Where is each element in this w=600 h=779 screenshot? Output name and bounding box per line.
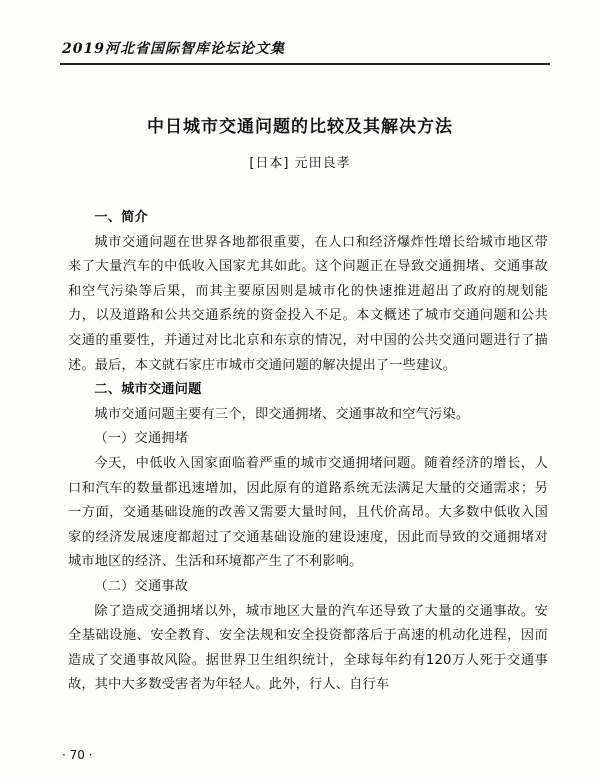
congestion-paragraph: 今天，中低收入国家面临着严重的城市交通拥堵问题。随着经济的增长，人口和汽车的数量都迅速增加，因此原有的道路系统无法满足大量的交通需求；另一方面，交通基础设施的改善又需要大量时间，且代价高昂。大多数中低收入国家的经济发展速度都超过了交通基础设施的建设速度，因此而导致的交通拥堵对城市地区的经济、生活和环境都产生了不利影响。	[68, 455, 548, 570]
intro-paragraph: 城市交通问题在世界各地都很重要，在人口和经济爆炸性增长给城市地区带来了大量汽车的中低收入国家尤其如此。这个问题正在导致交通拥堵、交通事故和空气污染等后果，而其主要原因则是城市化的快速推进超出了政府的规划能力，以及道路和公共交通系统的资金投入不足。本文概述了城市交通问题和公共交通的重要性，并通过对比北京和东京的情况，对中国的公共交通问题进行了描述。最后，本文就石家庄市城市交通问题的解决提出了一些建议。	[68, 234, 548, 373]
urban-traffic-paragraph: 城市交通问题主要有三个，即交通拥堵、交通事故和空气污染。	[94, 406, 470, 422]
article-title: 中日城市交通问题的比较及其解决方法	[147, 117, 453, 137]
running-header: 2019河北省国际智库论坛论文集	[62, 41, 285, 57]
accidents-paragraph: 除了造成交通拥堵以外，城市地区大量的汽车还导致了大量的交通事故。安全基础设施、安全教育、安全法规和安全投资都落后于高速的机动化进程，因而造成了交通事故风险。据世界卫生组织统计，全球每年约有120万人死于交通事故，其中大多数受害者为年轻人。此外，行人、自行车	[68, 603, 548, 693]
header-rule	[60, 63, 550, 65]
section-heading-urban-traffic: 二、城市交通问题	[94, 382, 202, 398]
subsection-heading-congestion: （一）交通拥堵	[94, 431, 189, 447]
subsection-heading-accidents: （二）交通事故	[94, 578, 189, 594]
page-number: · 70 ·	[62, 748, 93, 762]
section-heading-intro: 一、简介	[94, 210, 148, 225]
article-author: [日本] 元田良孝	[249, 156, 351, 171]
article-body	[68, 206, 548, 698]
